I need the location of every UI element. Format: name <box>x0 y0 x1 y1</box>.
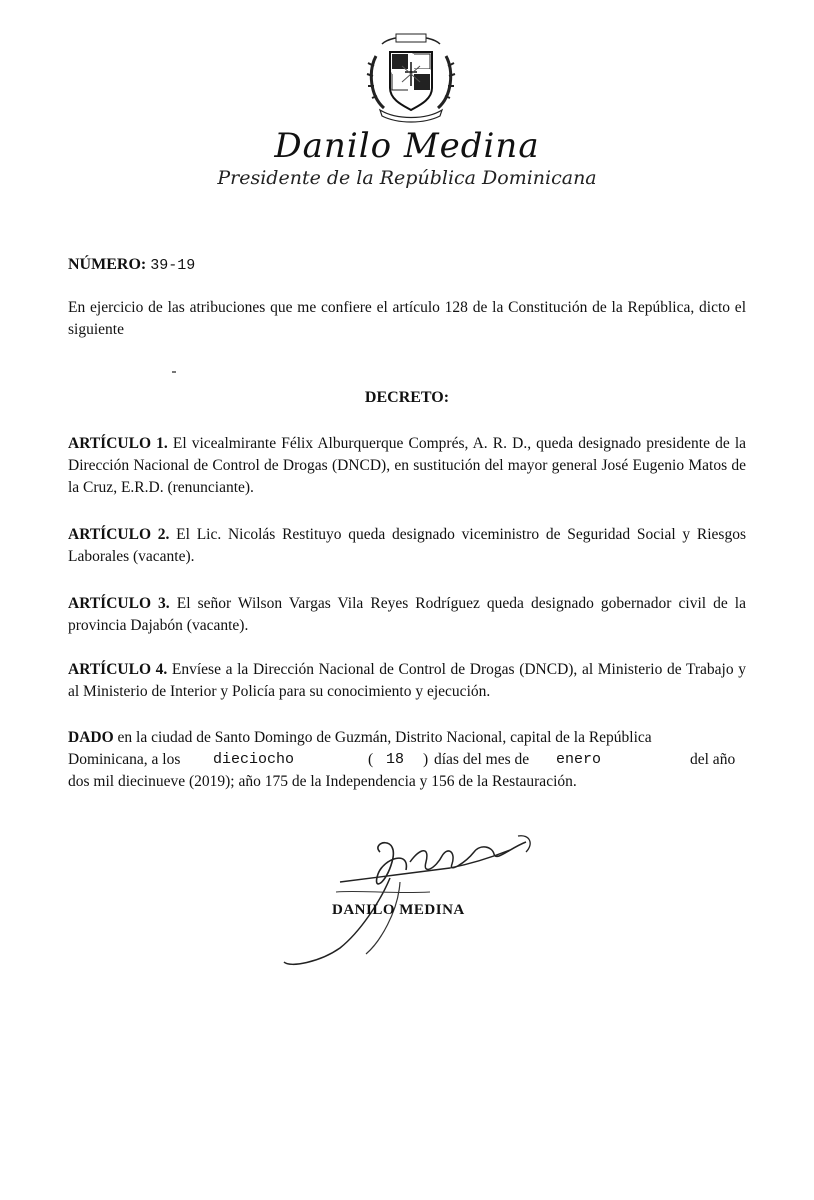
coat-of-arms-seal <box>362 26 460 126</box>
dado-text-2a: Dominicana, a los <box>68 751 181 768</box>
day-number: 18 <box>386 751 405 768</box>
paren-close: ) <box>423 751 429 768</box>
day-words: dieciocho <box>213 751 295 768</box>
article-4 <box>68 659 746 703</box>
paren-open: ( <box>368 751 374 768</box>
signatory-name: DANILO MEDINA <box>332 902 465 918</box>
dado-label: DADO <box>68 729 114 746</box>
month: enero <box>556 751 602 768</box>
number-label: NÚMERO: <box>68 256 147 273</box>
article-text: El Lic. Nicolás Restituyo queda designado viceministro de Seguridad Social y Riesgos Laborales (vacante). <box>68 526 746 565</box>
article-3 <box>68 593 746 637</box>
president-name: Danilo Medina <box>274 126 540 166</box>
decree-heading: DECRETO: <box>364 389 450 406</box>
article-2 <box>68 524 746 568</box>
article-text: El señor Wilson Vargas Vila Reyes Rodríguez queda designado gobernador civil de la provincia Dajabón (vacante). <box>68 595 746 634</box>
article-label: ARTÍCULO 4. <box>68 661 168 678</box>
dado-text-2b: días del mes de <box>434 751 530 768</box>
scan-mark <box>172 371 176 373</box>
article-label: ARTÍCULO 3. <box>68 595 170 612</box>
article-label: ARTÍCULO 2. <box>68 526 170 543</box>
article-text: Envíese a la Dirección Nacional de Control de Drogas (DNCD), al Ministerio de Trabajo y al Ministerio de Interior y Policía para su conocimiento y ejecución. <box>68 661 746 700</box>
article-1 <box>68 433 746 499</box>
dominican-coat-of-arms-icon <box>362 26 460 126</box>
president-title: Presidente de la República Dominicana <box>217 167 597 189</box>
handwritten-signature <box>280 822 540 972</box>
dado-line-3: dos mil diecinueve (2019); año 175 de la Independencia y 156 de la Restauración. <box>68 773 577 790</box>
dado-text-1: en la ciudad de Santo Domingo de Guzmán, Distrito Nacional, capital de la República <box>117 729 652 746</box>
preamble: En ejercicio de las atribuciones que me confiere el artículo 128 de la Constitución de la República, dicto el siguiente <box>68 299 746 338</box>
number-value: 39-19 <box>150 257 196 274</box>
dado-clause <box>68 727 746 793</box>
dado-text-2c: del año <box>690 751 736 768</box>
article-label: ARTÍCULO 1. <box>68 435 168 452</box>
decree-number <box>68 256 195 274</box>
dado-line-2 <box>68 749 746 771</box>
dado-line-1 <box>68 727 746 749</box>
article-text: El vicealmirante Félix Alburquerque Comprés, A. R. D., queda designado presidente de la Dirección Nacional de Control de Drogas (DNCD), en sustitución del mayor general José Eugenio Matos de la Cruz, E.R.D. (renunciante). <box>68 435 746 496</box>
